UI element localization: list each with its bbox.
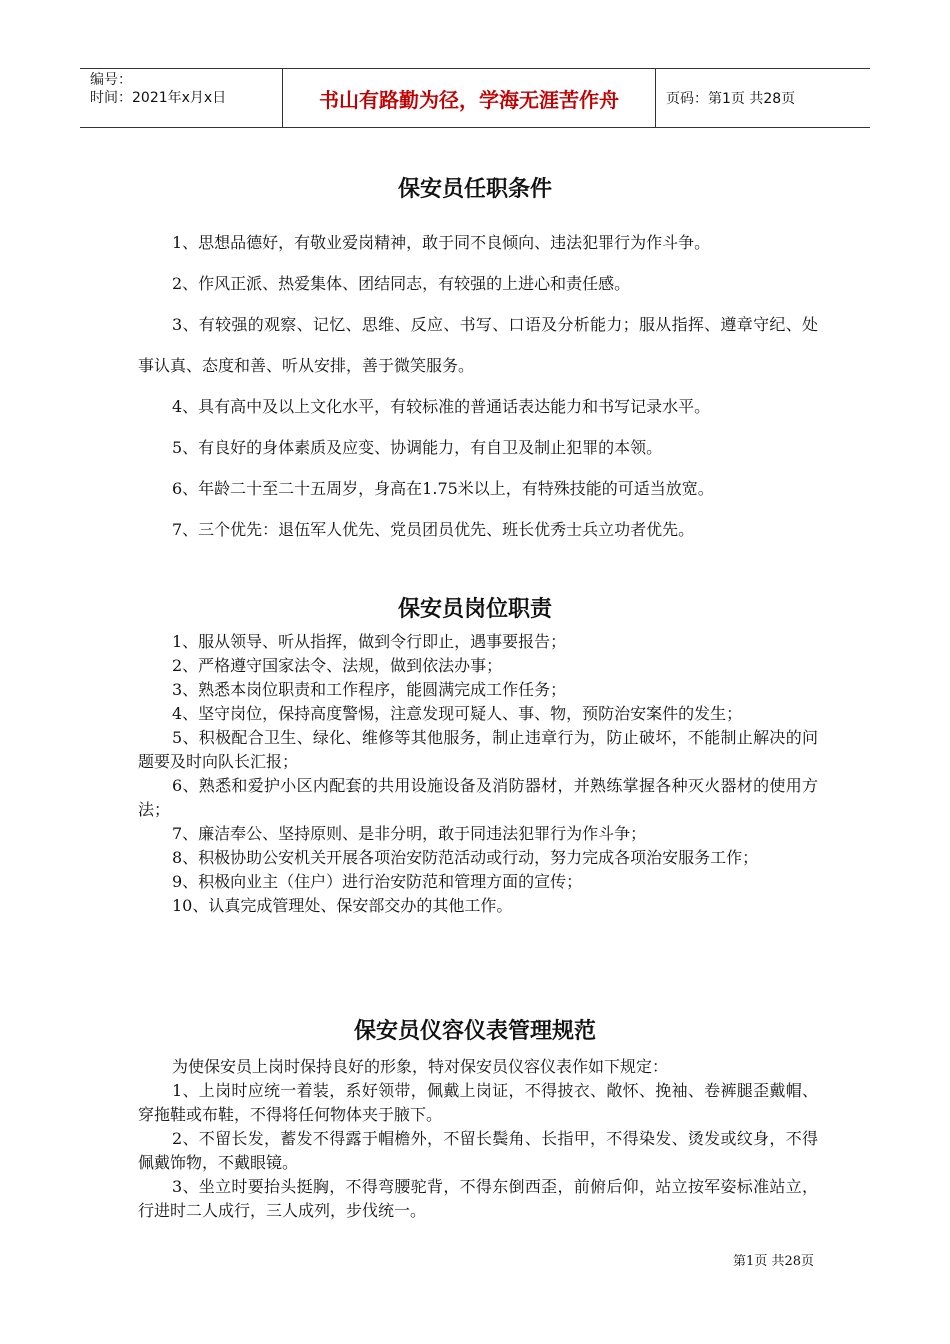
list-item: 6、年龄二十至二十五周岁，身高在1.75米以上，有特殊技能的可适当放宽。 [172, 479, 714, 498]
header-meta [80, 69, 283, 127]
header-motto: 书山有路勤为径，学海无涯苦作舟 [283, 69, 656, 127]
section-title-qualifications: 保安员任职条件 [397, 177, 552, 202]
page-footer: 第1页 共28页 [733, 1254, 814, 1269]
list-item: 为使保安员上岗时保持良好的形象，特对保安员仪容仪表作如下规定： [172, 1057, 669, 1076]
list-item: 7、廉洁奉公、坚持原则、是非分明，敢于同违法犯罪行为作斗争； [172, 824, 647, 843]
list-item: 4、坚守岗位，保持高度警惕，注意发现可疑人、事、物，预防治安案件的发生； [172, 704, 743, 723]
section-title-duties: 保安员岗位职责 [397, 597, 552, 622]
list-item: 3、熟悉本岗位职责和工作程序，能圆满完成工作任务； [172, 680, 567, 699]
list-item: 7、三个优先：退伍军人优先、党员团员优先、班长优秀士兵立功者优先。 [172, 520, 695, 539]
page-header [80, 68, 870, 128]
header-date: 时间：2021年x月x日 [90, 90, 227, 106]
list-item: 9、积极向业主（住户）进行治安防范和管理方面的宣传； [172, 872, 583, 891]
list-item: 6、熟悉和爱护小区内配套的共用设施设备及消防器材，并熟练掌握各种灭火器材的使用方法； [138, 776, 818, 819]
qualifications-list [138, 222, 818, 550]
list-item: 3、有较强的观察、记忆、思维、反应、书写、口语及分析能力；服从指挥、遵章守纪、处事认真、态度和善、听从安排，善于微笑服务。 [138, 315, 818, 375]
header-page-info: 页码：第1页 共28页 [666, 91, 796, 107]
list-item: 1、思想品德好，有敬业爱岗精神，敢于同不良倾向、违法犯罪行为作斗争。 [172, 233, 711, 252]
list-item: 4、具有高中及以上文化水平，有较标准的普通话表达能力和书写记录水平。 [172, 397, 711, 416]
list-item: 5、有良好的身体素质及应变、协调能力，有自卫及制止犯罪的本领。 [172, 438, 663, 457]
list-item: 1、服从领导、听从指挥，做到令行即止，遇事要报告； [172, 632, 567, 651]
list-item: 2、作风正派、热爱集体、团结同志，有较强的上进心和责任感。 [172, 274, 631, 293]
list-item: 2、严格遵守国家法令、法规，做到依法办事； [172, 656, 503, 675]
list-item: 8、积极协助公安机关开展各项治安防范活动或行动，努力完成各项治安服务工作； [172, 848, 759, 867]
appearance-list [138, 1055, 818, 1223]
list-item: 3、坐立时要抬头挺胸，不得弯腰驼背，不得东倒西歪，前俯后仰，站立按军姿标准站立，行进时二人成行，三人成列，步伐统一。 [138, 1177, 818, 1220]
header-number: 编号： [90, 72, 132, 88]
section-title-appearance: 保安员仪容仪表管理规范 [353, 1019, 596, 1044]
list-item: 2、不留长发，蓄发不得露于帽檐外，不留长鬓角、长指甲，不得染发、烫发或纹身，不得佩戴饰物，不戴眼镜。 [138, 1129, 818, 1172]
list-item: 5、积极配合卫生、绿化、维修等其他服务，制止违章行为，防止破坏，不能制止解决的问题要及时向队长汇报； [138, 728, 818, 771]
list-item: 1、上岗时应统一着装，系好领带，佩戴上岗证，不得披衣、敞怀、挽袖、卷裤腿歪戴帽、穿拖鞋或布鞋，不得将任何物体夹于腋下。 [138, 1081, 818, 1124]
duties-list [138, 630, 818, 918]
list-item: 10、认真完成管理处、保安部交办的其他工作。 [172, 896, 513, 915]
